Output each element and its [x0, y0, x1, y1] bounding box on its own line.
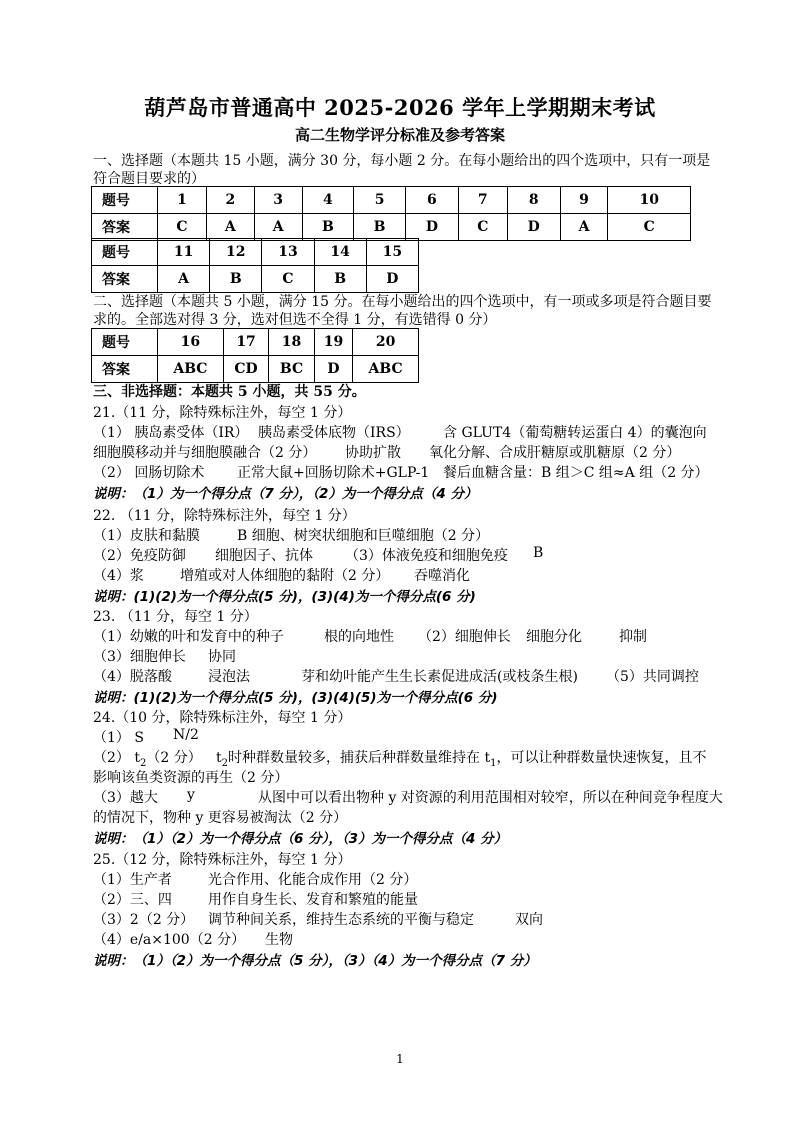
table-cell: A — [206, 214, 254, 241]
q25-answer: 调节种间关系，维持生态系统的平衡与稳定 — [208, 912, 474, 928]
q22-scoring-note: 说明：(1)(2)为一个得分点(5 分)，(3)(4)为一个得分点(6 分) — [93, 589, 476, 605]
q24-answer: $t_2$时种群数量较多，捕获后种群数量维持在 $t_1$，可以让种群数量快速恢复，且不 — [216, 750, 707, 769]
q23-answer: 抑制 — [619, 629, 647, 645]
table-cell: B — [314, 266, 366, 293]
q21-scoring-note: 说明：（1）为一个得分点（7 分），（2）为一个得分点（4 分） — [93, 486, 478, 502]
table-cell: 15 — [366, 239, 418, 266]
q21-answer: 含 GLUT4（葡萄糖转运蛋白 4）的囊泡向 — [443, 425, 707, 441]
q21-answer: （2） 回肠切除术 — [93, 465, 205, 481]
section2-instruction-line2: 求的。全部选对得 3 分，选对但选不全得 1 分，有选错得 0 分） — [93, 312, 497, 328]
table-header-cell: 答案 — [92, 266, 158, 293]
table-cell: 11 — [158, 239, 210, 266]
page-number: 1 — [396, 1052, 404, 1066]
table-cell: 16 — [158, 329, 224, 356]
q24-answer: （2） $t_2(2$ 分） — [93, 750, 202, 769]
table-cell: BC — [269, 356, 314, 383]
table-cell: C — [262, 266, 314, 293]
q24-heading: 24.（10 分，除特殊标注外，每空 1 分） — [93, 710, 352, 726]
table-cell: 12 — [210, 239, 262, 266]
q25-answer: 生物 — [265, 932, 293, 948]
q25-scoring-note: 说明：（1）（2）为一个得分点（5 分），（3）（4）为一个得分点（7 分） — [93, 953, 537, 969]
q22-answer: （1）皮肤和黏膜 — [93, 528, 200, 544]
q24-answer: （3）越大 — [93, 790, 158, 806]
q24-answer: y — [187, 787, 195, 803]
table-header-cell: 答案 — [92, 214, 158, 241]
q24-answer: 从图中可以看出物种 y 对资源的利用范围相对较窄，所以在种间竞争程度大 — [258, 790, 723, 806]
table-cell: C — [608, 214, 691, 241]
q22-answer: 增殖或对人体细胞的黏附（2 分） — [180, 568, 390, 584]
table-cell: CD — [223, 356, 269, 383]
q25-answer: （4）e/a×100（2 分） — [93, 932, 246, 948]
q21-answer: 胰岛素受体底物（IRS） — [258, 425, 410, 441]
section2-instruction-line1: 二、选择题（本题共 5 小题，满分 15 分。在每小题给出的四个选项中，有一项或多项是符合题目要 — [93, 294, 712, 310]
table-cell: 4 — [302, 187, 354, 214]
table-cell: 17 — [223, 329, 269, 356]
q21-answer: 餐后血糖含量：B 组＞C 组≈A 组（2 分） — [443, 465, 709, 481]
q22-answer: （2）免疫防御 — [93, 548, 186, 564]
q24-answer: N/2 — [173, 727, 199, 743]
table-cell: C — [458, 214, 507, 241]
table-header-cell: 题号 — [92, 329, 158, 356]
table-cell: 10 — [608, 187, 691, 214]
q22-answer: B — [533, 545, 544, 561]
table-cell: D — [314, 356, 352, 383]
q22-answer: 细胞因子、抗体 — [215, 548, 313, 564]
section1-answer-table — [91, 186, 691, 241]
q23-answer: （2）细胞伸长 — [418, 629, 511, 645]
table-cell: D — [507, 214, 560, 241]
table-cell: C — [158, 214, 207, 241]
table-header-cell: 答案 — [92, 356, 158, 383]
table-cell: ABC — [353, 356, 419, 383]
q21-answer: （1） 胰岛素受体（IR） — [93, 425, 249, 441]
page-title: 葫芦岛市普通高中 2025-2026 学年上学期期末考试 — [144, 95, 656, 120]
table-cell: B — [354, 214, 406, 241]
table-cell: 7 — [458, 187, 507, 214]
q23-answer: 协同 — [208, 649, 236, 665]
table-cell: 3 — [254, 187, 302, 214]
table-cell: A — [560, 214, 608, 241]
q21-answer: 协助扩散 — [345, 445, 401, 461]
table-cell: 1 — [158, 187, 207, 214]
q21-answer: 正常大鼠+回肠切除术+GLP-1 — [237, 465, 430, 481]
table-cell: 5 — [354, 187, 406, 214]
table-cell: 14 — [314, 239, 366, 266]
q23-answer: 根的向地性 — [324, 629, 394, 645]
q25-answer: （3）2（2 分） — [93, 912, 195, 928]
q23-answer: （4）脱落酸 — [93, 669, 172, 685]
q25-answer: 双向 — [515, 912, 543, 928]
section3-heading: 三、非选择题：本题共 5 小题，共 55 分。 — [93, 384, 366, 400]
q24-scoring-note: 说明：（1）（2）为一个得分点（6 分），（3）为一个得分点（4 分） — [93, 831, 508, 847]
q23-answer: 芽和幼叶能产生生长素促进成活(或枝条生根) — [301, 669, 578, 685]
q21-heading: 21.（11 分，除特殊标注外，每空 1 分） — [93, 405, 352, 421]
q22-answer: （4）浆 — [93, 568, 144, 584]
section1-instruction-line1: 一、选择题（本题共 15 小题，满分 30 分，每小题 2 分。在每小题给出的四个选项中，只有一项是 — [93, 153, 711, 169]
q22-answer: 吞噬消化 — [414, 568, 470, 584]
q24-answer: 的情况下，物种 y 更容易被淘汰（2 分） — [93, 810, 348, 826]
q25-heading: 25.（12 分，除特殊标注外，每空 1 分） — [93, 852, 352, 868]
table-cell: D — [405, 214, 458, 241]
table-cell: 20 — [353, 329, 419, 356]
table-cell: ABC — [158, 356, 224, 383]
q25-answer: 光合作用、化能合成作用（2 分） — [208, 872, 418, 888]
q23-scoring-note: 说明：(1)(2)为一个得分点(5 分)，(3)(4)(5)为一个得分点(6 分) — [93, 690, 498, 706]
section2-answer-table — [91, 328, 419, 383]
q25-answer: （2）三、四 — [93, 892, 172, 908]
q21-answer: 氧化分解、合成肝糖原或肌糖原（2 分） — [429, 445, 681, 461]
table-cell: 9 — [560, 187, 608, 214]
q23-answer: （1）幼嫩的叶和发育中的种子 — [93, 629, 284, 645]
q22-answer: B 细胞、树突状细胞和巨噬细胞（2 分） — [237, 528, 490, 544]
section1-answer-table-2 — [91, 238, 419, 293]
table-cell: A — [158, 266, 210, 293]
table-cell: 2 — [206, 187, 254, 214]
q23-answer: （5）共同调控 — [606, 669, 699, 685]
section1-instruction-line2: 符合题目要求的） — [93, 171, 205, 187]
table-cell: B — [210, 266, 262, 293]
table-cell: 18 — [269, 329, 314, 356]
table-cell: D — [366, 266, 418, 293]
q24-answer: （1） S — [93, 730, 144, 746]
q22-answer: （3）体液免疫和细胞免疫 — [345, 548, 508, 564]
table-cell: 6 — [405, 187, 458, 214]
table-cell: 19 — [314, 329, 352, 356]
q25-answer: （1）生产者 — [93, 872, 172, 888]
table-header-cell: 题号 — [92, 239, 158, 266]
table-cell: 8 — [507, 187, 560, 214]
q23-heading: 23. （11 分，每空 1 分） — [93, 609, 258, 625]
q24-answer: 影响该鱼类资源的再生（2 分） — [93, 770, 289, 786]
q23-answer: （3）细胞伸长 — [93, 649, 186, 665]
table-cell: B — [302, 214, 354, 241]
table-cell: A — [254, 214, 302, 241]
table-cell: 13 — [262, 239, 314, 266]
page-subtitle: 高二生物学评分标准及参考答案 — [294, 126, 505, 144]
q21-answer: 细胞膜移动并与细胞膜融合（2 分） — [93, 445, 317, 461]
q22-heading: 22. （11 分，除特殊标注外，每空 1 分） — [93, 508, 356, 524]
q25-answer: 用作自身生长、发育和繁殖的能量 — [208, 892, 418, 908]
q23-answer: 细胞分化 — [526, 629, 582, 645]
q23-answer: 浸泡法 — [208, 669, 250, 685]
table-header-cell: 题号 — [92, 187, 158, 214]
